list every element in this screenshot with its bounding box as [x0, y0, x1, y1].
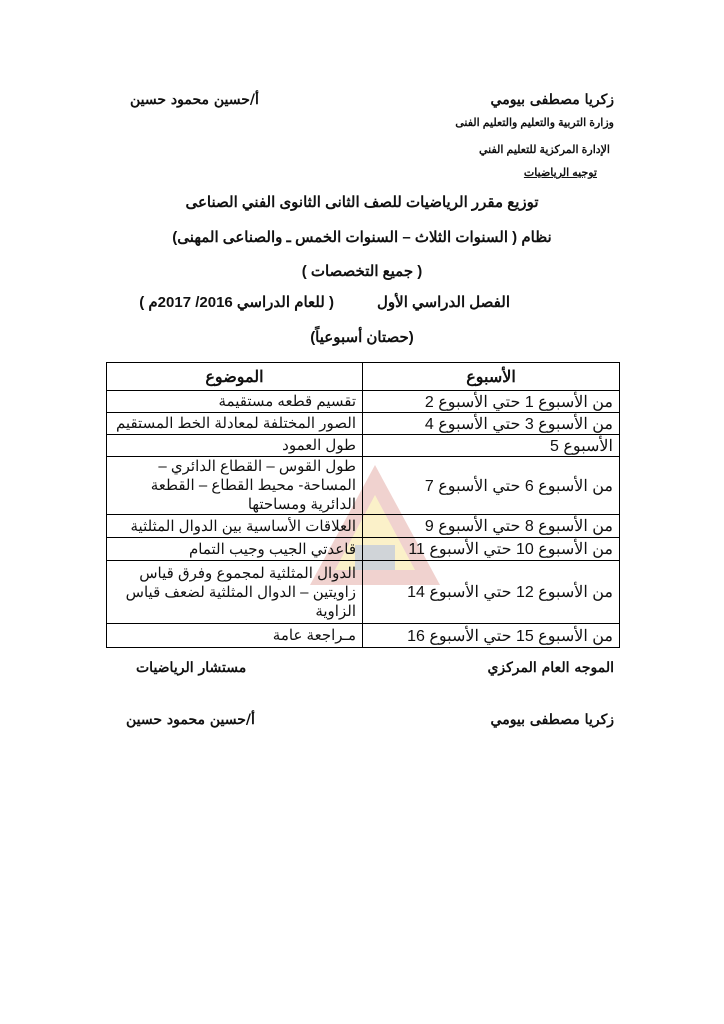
- topic-cell: العلاقات الأساسية بين الدوال المثلثية: [107, 515, 363, 538]
- schedule-table: [106, 362, 620, 648]
- table-row: [107, 624, 620, 648]
- topic-cell: طول القوس – القطاع الدائري – المساحة- محيط القطاع – القطعة الدائرية ومساحتها: [107, 457, 363, 515]
- table-row: [107, 413, 620, 435]
- table-header-row: [107, 363, 620, 391]
- table-row: [107, 515, 620, 538]
- week-cell: من الأسبوع 8 حتي الأسبوع 9: [363, 515, 620, 538]
- week-cell: من الأسبوع 3 حتي الأسبوع 4: [363, 413, 620, 435]
- week-cell: من الأسبوع 15 حتي الأسبوع 16: [363, 624, 620, 648]
- week-cell: من الأسبوع 6 حتي الأسبوع 7: [363, 457, 620, 515]
- title-line-1: توزيع مقرر الرياضيات للصف الثانى الثانوى الفني الصناعى: [185, 194, 539, 211]
- table-row: [107, 391, 620, 413]
- topic-cell: طول العمود: [107, 435, 363, 457]
- table-row: [107, 435, 620, 457]
- topic-cell: مـراجعة عامة: [107, 624, 363, 648]
- footer-left-role: مستشار الرياضيات: [136, 660, 247, 676]
- week-cell: من الأسبوع 1 حتي الأسبوع 2: [363, 391, 620, 413]
- title-line-3: ( جميع التخصصات ): [301, 263, 423, 280]
- title-line-2: نظام ( السنوات الثلاث – السنوات الخمس ـ والصناعى المهنى): [172, 229, 552, 246]
- week-cell: من الأسبوع 10 حتي الأسبوع 11: [363, 538, 620, 561]
- week-cell: الأسبوع 5: [363, 435, 620, 457]
- topic-column-header: الموضوع: [107, 363, 363, 391]
- topic-cell: الصور المختلفة لمعادلة الخط المستقيم: [107, 413, 363, 435]
- year-label: ( للعام الدراسي 2016/ 2017م ): [139, 294, 334, 311]
- ministry-line: وزارة التربية والتعليم والتعليم الفنى: [455, 117, 614, 129]
- table-row: [107, 538, 620, 561]
- topic-cell: تقسيم قطعه مستقيمة: [107, 391, 363, 413]
- topic-cell: الدوال المثلثية لمجموع وفرق قياس زاويتين – الدوال المثلثية لضعف قياس الزاوية: [107, 561, 363, 624]
- administration-line: الإدارة المركزية للتعليم الفني: [479, 144, 610, 156]
- department-line: توجيه الرياضيات: [523, 167, 597, 179]
- periods-label: (حصتان أسبوعياً): [310, 329, 414, 346]
- week-cell: من الأسبوع 12 حتي الأسبوع 14: [363, 561, 620, 624]
- table-row: [107, 561, 620, 624]
- footer-left-name: أ/حسين محمود حسين: [126, 712, 255, 728]
- topic-cell: قاعدتي الجيب وجيب التمام: [107, 538, 363, 561]
- table-row: [107, 457, 620, 515]
- footer-right-name: زكريا مصطفى بيومي: [490, 712, 614, 728]
- header-left-signature: أ/حسين محمود حسين: [130, 92, 259, 108]
- week-column-header: الأسبوع: [363, 363, 620, 391]
- term-label: الفصل الدراسي الأول: [377, 294, 510, 311]
- footer-right-role: الموجه العام المركزي: [487, 660, 614, 676]
- header-right-signature: زكريا مصطفى بيومي: [490, 92, 614, 108]
